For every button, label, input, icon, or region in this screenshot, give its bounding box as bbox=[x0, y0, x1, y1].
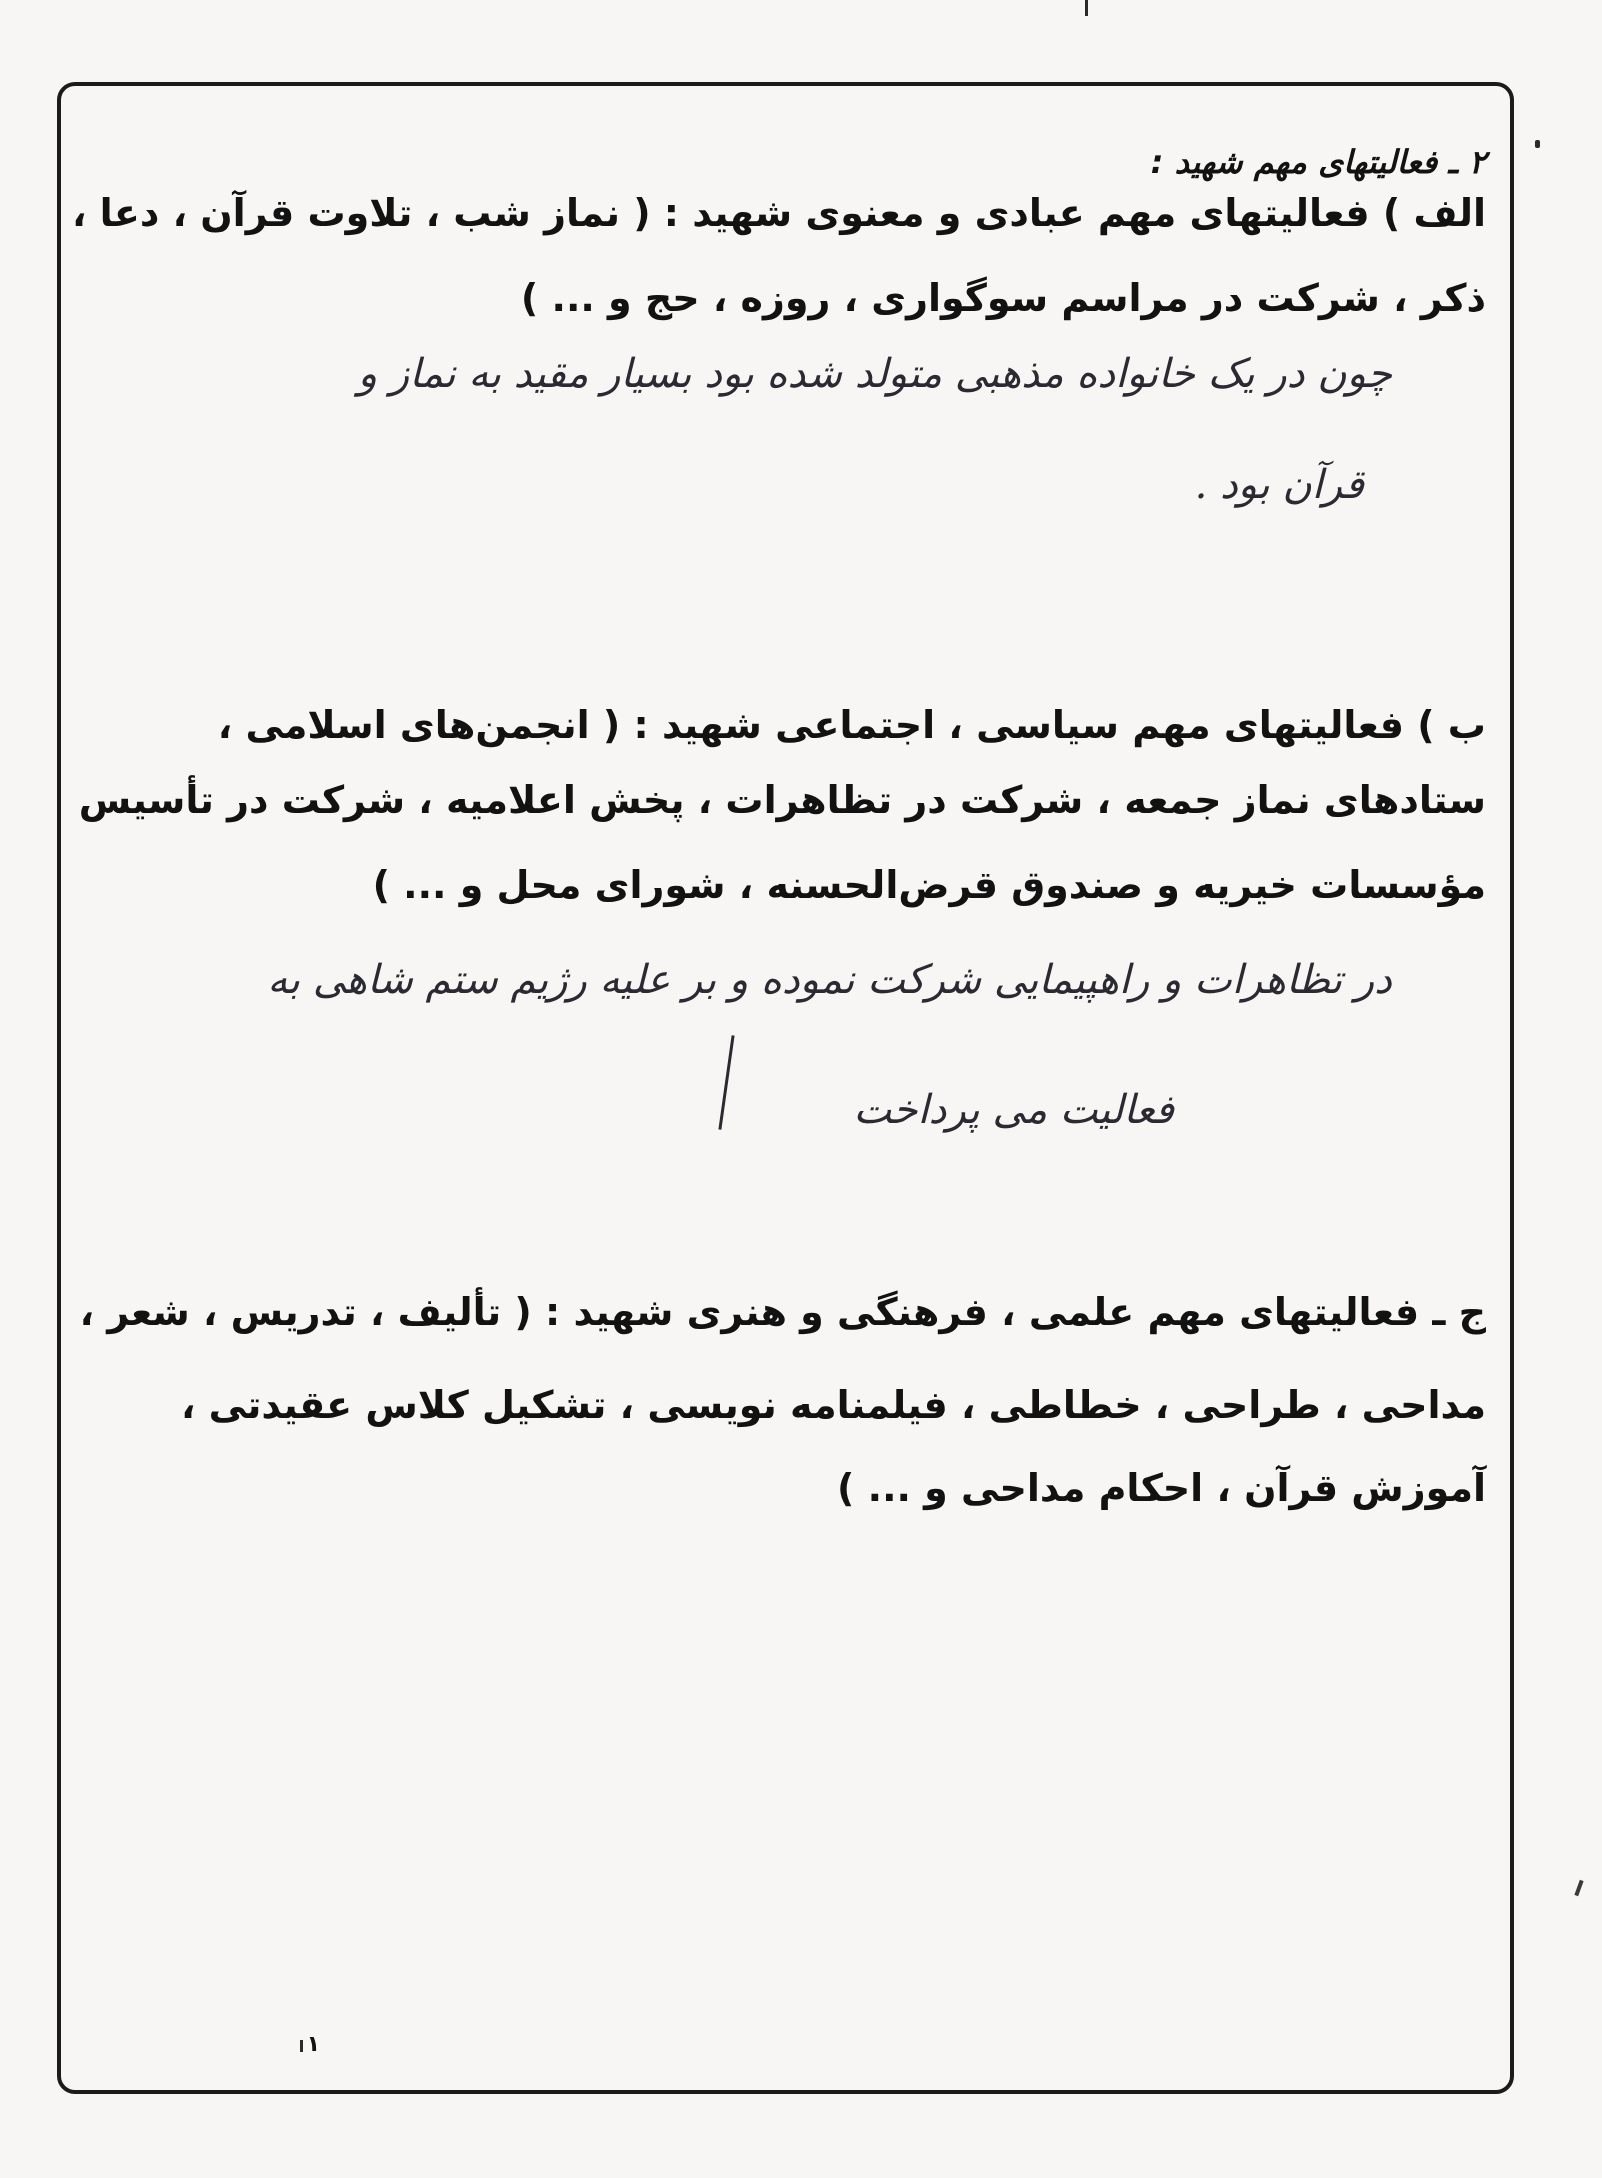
section-a-handwritten-line-2: قرآن بود . bbox=[1194, 462, 1364, 508]
section-a-handwritten-line-1: چون در یک خانواده مذهبی متولد شده بود بسیار مقید به نماز و bbox=[357, 351, 1392, 397]
section-c-line-2: مداحی ، طراحی ، خطاطی ، فیلمنامه نویسی ، تشکیل کلاس عقیدتی ، bbox=[180, 1383, 1486, 1427]
section-a-line-2: ذکر ، شرکت در مراسم سوگواری ، روزه ، حج و ... ) bbox=[520, 276, 1486, 320]
section-b-line-3: مؤسسات خیریه و صندوق قرض‌الحسنه ، شورای محل و ... ) bbox=[372, 863, 1486, 907]
section-b-handwritten-line-2: فعالیت می پرداخت bbox=[853, 1087, 1174, 1133]
section-b-handwritten-line-1: در تظاهرات و راهپیمایی شرکت نموده و بر علیه رژیم ستم شاهی به bbox=[267, 957, 1392, 1003]
section-c-line-1: ج ـ فعالیتهای مهم علمی ، فرهنگی و هنری شهید : ( تألیف ، تدریس ، شعر ، bbox=[79, 1290, 1486, 1334]
section-a-line-1: الف ) فعالیتهای مهم عبادی و معنوی شهید : ( نماز شب ، تلاوت قرآن ، دعا ، bbox=[71, 191, 1486, 235]
section-b-line-2: ستادهای نماز جمعه ، شرکت در تظاهرات ، پخش اعلامیه ، شرکت در تأسیس bbox=[78, 778, 1486, 822]
page-number: ۱ bbox=[306, 2032, 320, 2057]
margin-dot bbox=[1535, 140, 1540, 148]
page-number-mark bbox=[300, 2040, 303, 2052]
section-c-line-3: آموزش قرآن ، احکام مداحی و ... ) bbox=[837, 1466, 1486, 1510]
scan-mark-side bbox=[1574, 1880, 1583, 1896]
section-b-line-1: ب ) فعالیتهای مهم سیاسی ، اجتماعی شهید : ( انجمن‌های اسلامی ، bbox=[217, 703, 1486, 747]
section-heading: ۲ ـ فعالیتهای مهم شهید : bbox=[1150, 143, 1486, 181]
scan-mark bbox=[1085, 0, 1088, 16]
